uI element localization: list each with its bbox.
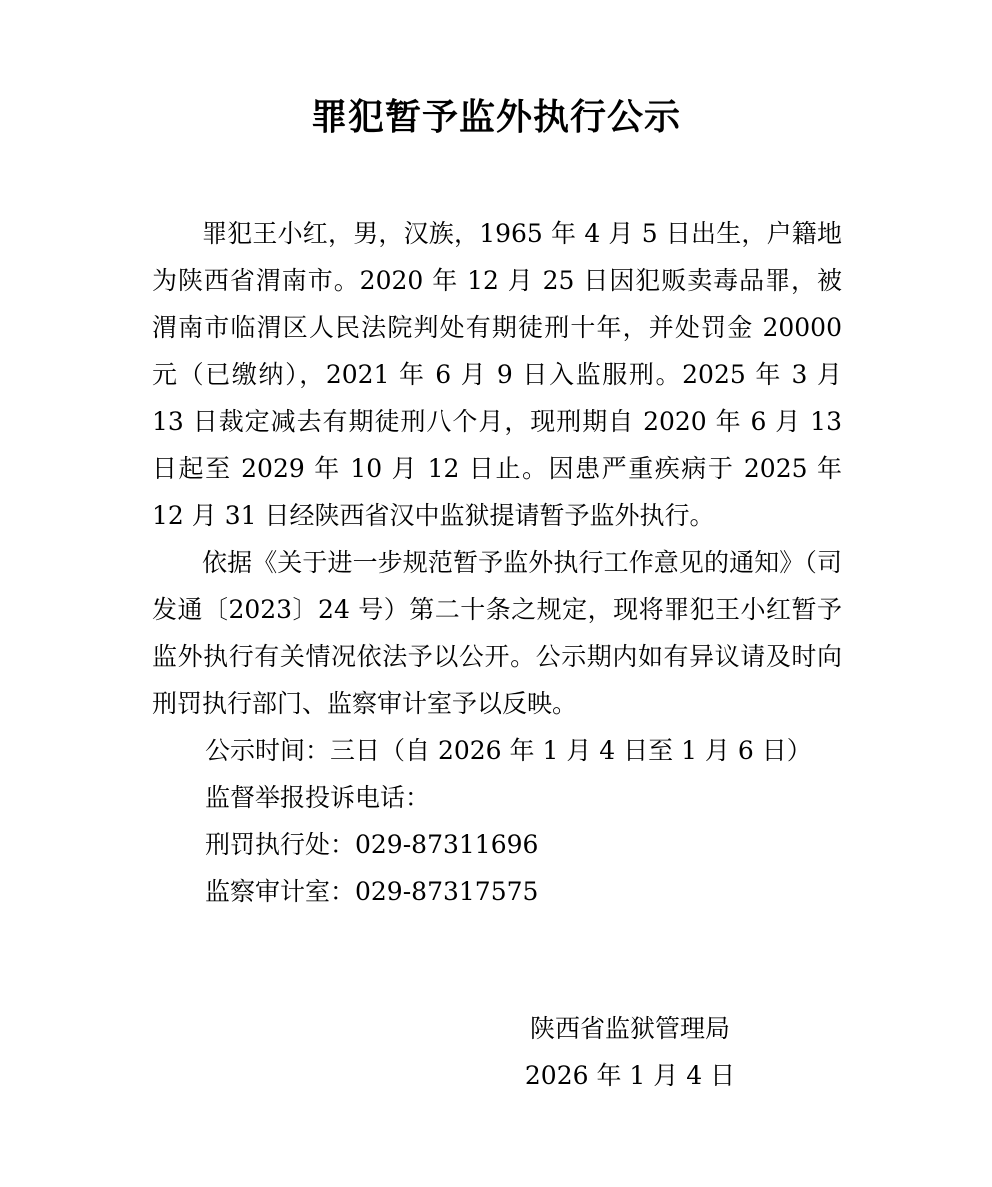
notice-body: [152, 210, 842, 915]
page-title: 罪犯暂予监外执行公示: [310, 97, 681, 138]
paragraph-legal-basis: 依据《关于进一步规范暂予监外执行工作意见的通知》（司发通〔2023〕24 号）第二十条之规定，现将罪犯王小红暂予监外执行有关情况依法予以公开。公示期内如有异议请及时向刑罚执行部门、监察审计室予以反映。: [152, 548, 842, 718]
issuer-name: 陕西省监狱管理局: [529, 1014, 730, 1043]
issue-date: 2026 年 1 月 4 日: [524, 1061, 736, 1090]
contact-penalty-execution: 刑罚执行处：029-87311696: [205, 830, 539, 859]
paragraph-case-details: 罪犯王小红，男，汉族，1965 年 4 月 5 日出生，户籍地为陕西省渭南市。2020 年 12 月 25 日因犯贩卖毒品罪，被渭南市临渭区人民法院判处有期徒刑十年，并处罚金 20000 元（已缴纳），2021 年 6 月 9 日入监服刑。2025 年 3 月 13 日裁定减去有期徒刑八个月，现刑期自 2020 年 6 月 13 日起至 2029 年 10 月 12 日止。因患严重疾病于 2025 年 12 月 31 日经陕西省汉中监狱提请暂予监外执行。: [152, 219, 842, 530]
notice-period: 公示时间：三日（自 2026 年 1 月 4 日至 1 月 6 日）: [205, 736, 812, 765]
contact-supervision-audit: 监察审计室：029-87317575: [205, 877, 539, 906]
hotline-heading: 监督举报投诉电话：: [205, 783, 431, 812]
signature-block: [500, 1005, 760, 1099]
